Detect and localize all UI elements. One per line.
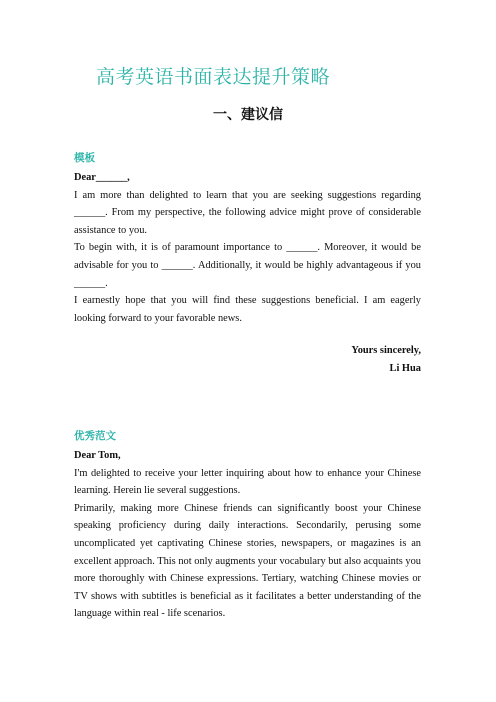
sample-paragraph-2: Primarily, making more Chinese friends can significantly boost your Chinese speaking proficiency during daily interactions. Secondarily, perusing some uncomplicated yet captivating Chinese stories, newspapers, or magazines is an excellent approach. This not only augments your vocabulary but also acquaints you more thoroughly with Chinese expressions. Tertiary, watching Chinese movies or TV shows with subtitles is beneficial as it facilitates a better understanding of the language within real - life scenarios. <box>74 502 421 620</box>
sample-section <box>74 428 421 623</box>
document-title: 高考英语书面表达提升策略 <box>96 66 331 88</box>
template-paragraph-2: To begin with, it is of paramount importance to ______. Moreover, it would be advisable for you to ______. Additionally, it would be highly advantageous if you ______. <box>74 242 421 289</box>
template-label: 模板 <box>74 152 95 164</box>
template-paragraph-3: I earnestly hope that you will find these suggestions beneficial. I am eagerly looking forward to your favorable news. <box>74 295 421 324</box>
template-paragraph-1: I am more than delighted to learn that you are seeking suggestions regarding ______. From my perspective, the following advice might prove of considerable assistance to you. <box>74 189 421 236</box>
sample-paragraph-1: I'm delighted to receive your letter inquiring about how to enhance your Chinese learning. Herein lie several suggestions. <box>74 467 421 497</box>
template-closing: Yours sincerely, <box>351 345 421 357</box>
template-signature: Li Hua <box>389 362 421 374</box>
sample-salutation: Dear Tom, <box>74 450 121 461</box>
template-section <box>74 150 421 378</box>
section-heading: 一、建议信 <box>213 107 283 123</box>
template-salutation: Dear______, <box>74 172 130 183</box>
sample-label: 优秀范文 <box>74 430 116 442</box>
